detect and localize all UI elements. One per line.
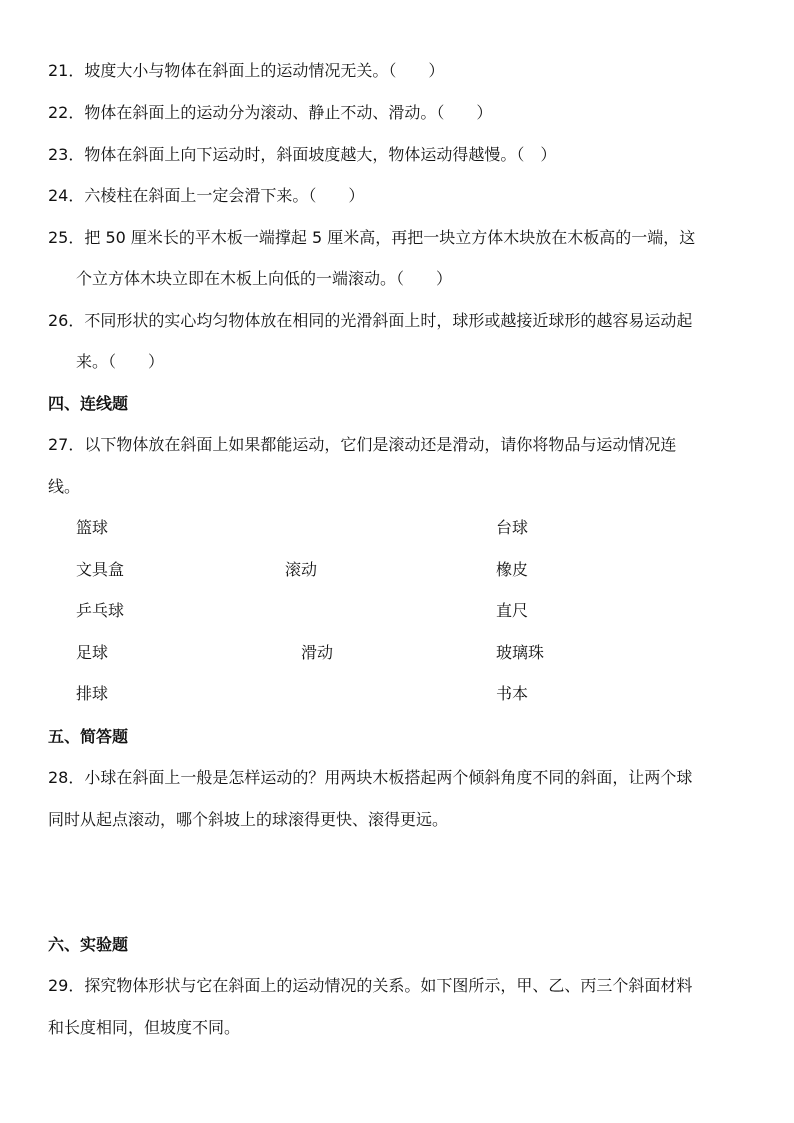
question-26-line2: 来。（ ）: [76, 352, 165, 371]
question-21: 21．坡度大小与物体在斜面上的运动情况无关。（ ）: [48, 61, 445, 80]
match-right-ruler: 直尺: [496, 601, 529, 620]
question-27-line2: 线。: [48, 477, 81, 496]
question-28-line2: 同时从起点滚动，哪个斜坡上的球滚得更快、滚得更远。: [48, 810, 449, 829]
match-right-eraser: 橡皮: [496, 560, 529, 579]
section-heading-matching: 四、连线题: [48, 394, 129, 413]
match-left-football: 足球: [76, 643, 109, 662]
question-24: 24．六棱柱在斜面上一定会滑下来。（ ）: [48, 186, 365, 205]
question-25-line1: 25．把 50 厘米长的平木板一端撑起 5 厘米高，再把一块立方体木块放在木板高的一端，这: [48, 228, 696, 247]
match-middle-rolling: 滚动: [285, 560, 318, 579]
question-29-line2: 和长度相同，但坡度不同。: [48, 1018, 241, 1037]
match-left-ping-pong: 乒乓球: [76, 601, 125, 620]
question-26-line1: 26．不同形状的实心均匀物体放在相同的光滑斜面上时，球形或越接近球形的越容易运动起: [48, 311, 693, 330]
question-25-line2: 个立方体木块立即在木板上向低的一端滚动。（ ）: [76, 269, 453, 288]
match-left-volleyball: 排球: [76, 684, 109, 703]
question-22: 22．物体在斜面上的运动分为滚动、静止不动、滑动。（ ）: [48, 103, 493, 122]
question-28-line1: 28．小球在斜面上一般是怎样运动的？用两块木板搭起两个倾斜角度不同的斜面，让两个球: [48, 768, 693, 787]
match-right-book: 书本: [496, 684, 529, 703]
match-left-basketball: 篮球: [76, 518, 109, 537]
section-heading-experiment: 六、实验题: [48, 935, 129, 954]
question-27-line1: 27．以下物体放在斜面上如果都能运动，它们是滚动还是滑动，请你将物品与运动情况连: [48, 435, 677, 454]
section-heading-short-answer: 五、简答题: [48, 727, 129, 746]
match-right-glass-bead: 玻璃珠: [496, 643, 545, 662]
match-left-pencil-case: 文具盒: [76, 560, 125, 579]
match-right-billiard: 台球: [496, 518, 529, 537]
question-29-line1: 29．探究物体形状与它在斜面上的运动情况的关系。如下图所示，甲、乙、丙三个斜面材料: [48, 976, 693, 995]
match-middle-sliding: 滑动: [301, 643, 334, 662]
question-23: 23．物体在斜面上向下运动时，斜面坡度越大，物体运动得越慢。（ ）: [48, 145, 557, 164]
